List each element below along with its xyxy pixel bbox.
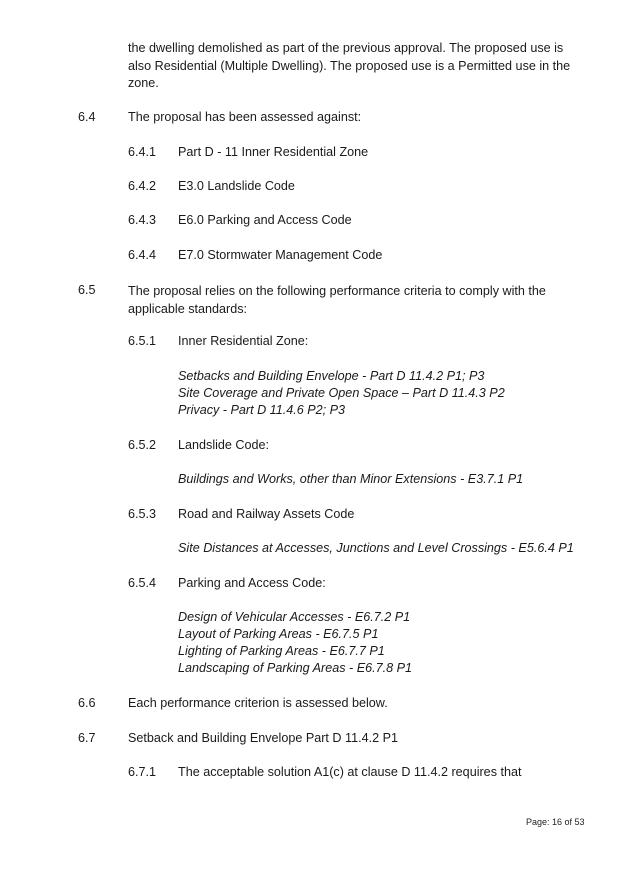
- section-line: applicable standards:: [128, 301, 248, 316]
- subsection-text: Part D - 11 Inner Residential Zone: [178, 145, 369, 159]
- subsection-number: 6.5.1: [128, 334, 157, 348]
- section-number: 6.5: [78, 283, 96, 297]
- section-text: Each performance criterion is assessed below.: [128, 696, 388, 710]
- criterion-text: Layout of Parking Areas - E6.7.5 P1: [178, 627, 379, 641]
- subsection-text: Landslide Code:: [178, 438, 270, 452]
- subsection-text: E7.0 Stormwater Management Code: [178, 248, 383, 262]
- section-number: 6.7: [78, 731, 96, 745]
- subsection-number: 6.4.4: [128, 248, 157, 262]
- intro-line: zone.: [128, 76, 159, 90]
- subsection-text: The acceptable solution A1(c) at clause D 11.4.2 requires that: [178, 765, 522, 779]
- subsection-number: 6.4.3: [128, 213, 157, 227]
- subsection-text: Road and Railway Assets Code: [178, 507, 355, 521]
- subsection-number: 6.4.2: [128, 179, 157, 193]
- subsection-number: 6.5.2: [128, 438, 157, 452]
- section-paragraph: [128, 283, 588, 318]
- criterion-text: Lighting of Parking Areas - E6.7.7 P1: [178, 644, 385, 658]
- criterion-text: Design of Vehicular Accesses - E6.7.2 P1: [178, 610, 411, 624]
- section-text: Setback and Building Envelope Part D 11.4.2 P1: [128, 731, 399, 745]
- section-line: The proposal relies on the following performance criteria to comply with the: [128, 284, 546, 298]
- criterion-text: Setbacks and Building Envelope - Part D 11.4.2 P1; P3: [178, 369, 485, 383]
- subsection-number: 6.5.4: [128, 576, 157, 590]
- subsection-text: E3.0 Landslide Code: [178, 179, 295, 193]
- criterion-text: Site Coverage and Private Open Space – Part D 11.4.3 P2: [178, 386, 505, 400]
- criterion-text: Buildings and Works, other than Minor Extensions - E3.7.1 P1: [178, 472, 524, 486]
- subsection-text: E6.0 Parking and Access Code: [178, 213, 352, 227]
- page-number: Page: 16 of 53: [526, 817, 585, 827]
- criterion-text: Landscaping of Parking Areas - E6.7.8 P1: [178, 661, 413, 675]
- subsection-text: Inner Residential Zone:: [178, 334, 309, 348]
- section-number: 6.4: [78, 110, 96, 124]
- section-number: 6.6: [78, 696, 96, 710]
- criterion-text: Privacy - Part D 11.4.6 P2; P3: [178, 403, 346, 417]
- subsection-text: Parking and Access Code:: [178, 576, 326, 590]
- subsection-number: 6.4.1: [128, 145, 157, 159]
- intro-line: also Residential (Multiple Dwelling). The proposed use is a Permitted use in the: [128, 58, 571, 73]
- criterion-text: Site Distances at Accesses, Junctions and Level Crossings - E5.6.4 P1: [178, 541, 574, 555]
- section-text: The proposal has been assessed against:: [128, 110, 362, 124]
- subsection-number: 6.7.1: [128, 765, 157, 779]
- subsection-number: 6.5.3: [128, 507, 157, 521]
- intro-line: the dwelling demolished as part of the previous approval. The proposed use is: [128, 41, 564, 55]
- intro-paragraph: [128, 40, 588, 93]
